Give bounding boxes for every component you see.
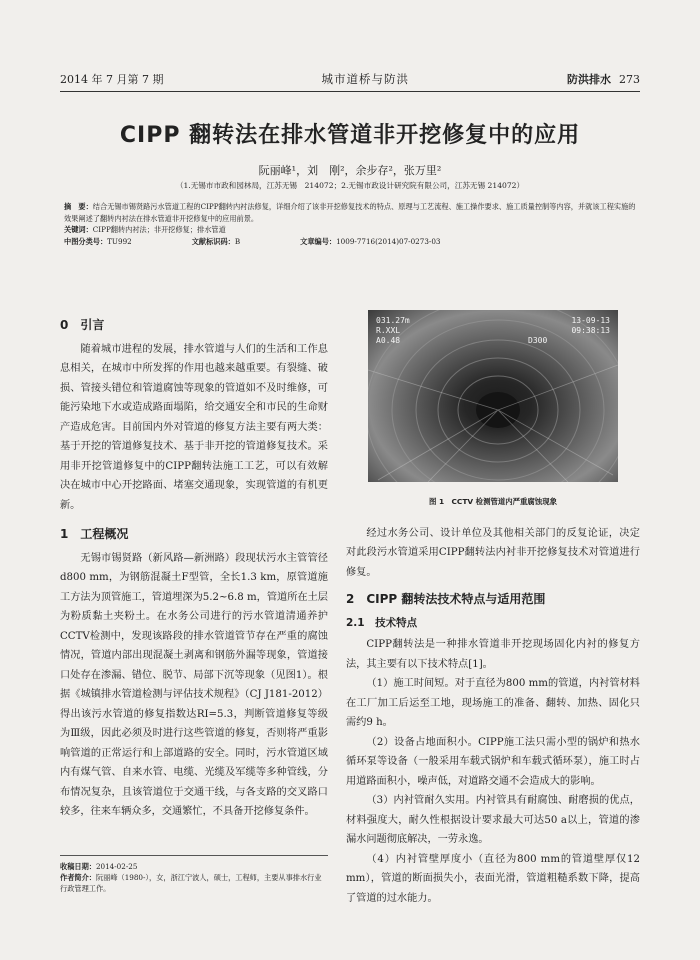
osd-right [571, 316, 610, 336]
osd-distance: 031.27m [376, 316, 410, 325]
affiliations: （1.无锡市市政和园林局，江苏无锡 214072；2.无锡市政设计研究院有限公司，江苏无锡 214072） [175, 181, 525, 190]
article-no [300, 236, 440, 248]
received-label: 收稿日期： [60, 862, 96, 871]
journal-name: 城市道桥与防洪 [321, 72, 409, 86]
keywords [64, 224, 640, 236]
cctv-figure [368, 310, 618, 482]
page-number: 273 [618, 73, 640, 86]
section-0-heading: 0 引言 [60, 318, 105, 332]
paper-title: CIPP 翻转法在排水管道非开挖修复中的应用 [119, 123, 581, 148]
section-2-heading: 2 CIPP 翻转法技术特点与适用范围 [346, 592, 546, 606]
section-0-paragraph: 随着城市进程的发展，排水管道与人们的生活和工作息息相关，在城市中所发挥的作用也越来越重要。有裂缝、破损、管接头错位和管道腐蚀等现象的管道如不及时维修，可能污染地下水或造成路面塌陷，给交通安全和市民的生命财产造成危害。目前国内外对管道的修复方法主要有两大类：基于开挖的管道修复技术、基于非开挖的管道修复技术。采用非开挖管道修复中的CIPP翻转法施工工艺，可以有效解决在城市中心开挖路面、堵塞交通现象，实现管道的有机更新。 [60, 343, 328, 511]
article-no-value: 1009-7716(2014)07-0273-03 [336, 236, 441, 246]
clc-value: TU992 [107, 236, 132, 246]
feature-item-1: （1）施工时间短。对于直径为800 mm的管道，内衬管材料在工厂加工后运至工地，现场施工的准备、翻转、加热、固化只需约9 h。 [346, 678, 640, 728]
abstract-label: 摘 要： [64, 202, 93, 211]
author-bio-text: 阮丽峰（1980-），女，浙江宁波人，硕士，工程师，主要从事排水行业行政管理工作。 [60, 873, 322, 893]
left-column [60, 310, 328, 822]
abstract [64, 201, 640, 224]
clc [64, 236, 132, 248]
issue-label: 2014 年 7 月第 7 期 [60, 73, 164, 86]
doc-code [192, 236, 240, 248]
section-2-1-heading: 2.1 技术特点 [346, 616, 418, 629]
right-column [346, 310, 640, 908]
classification-row [64, 236, 640, 248]
abstract-text: 结合无锡市锡贤路污水管道工程的CIPP翻转内衬法修复，详细介绍了该非开挖修复技术的特点、原理与工艺流程、施工操作要求、施工质量控制等内容，并就该工程实施的效果阐述了翻转内衬法在排水管道非开挖修复中的应用前景。 [64, 202, 636, 223]
keywords-label: 关键词： [64, 225, 93, 234]
received-date [60, 861, 328, 872]
clc-label: 中图分类号： [64, 236, 108, 246]
feature-item-3: （3）内衬管耐久实用。内衬管具有耐腐蚀、耐磨损的优点，材料强度大，耐久性根据设计要求最大可达50 a以上，管道的渗漏水问题彻底解决，一劳永逸。 [346, 795, 640, 845]
footnote [60, 855, 328, 894]
osd-angle: A0.48 [376, 336, 401, 345]
doc-code-value: B [234, 236, 241, 246]
doc-code-label: 文献标识码： [191, 236, 235, 246]
abstract-block [64, 201, 640, 247]
author-bio [60, 872, 328, 894]
author-list: 阮丽峰¹，刘 刚²，余步存²，张万里² [258, 164, 442, 177]
keywords-text: CIPP翻转内衬法；非开挖修复；排水管道 [92, 225, 226, 234]
section-1-paragraph: 无锡市锡贤路（新风路—新洲路）段现状污水主管管径d800 mm，为钢筋混凝土F型管，全长1.3 km，原管道施工方法为顶管施工，管道埋深为5.2~6.8 m，管道所在土层为粉质黏土夹粉土。在水务公司进行的污水管道清通养护CCTV检测中，发现该路段的排水管道管节存在严重的腐蚀情况，管道内部出现混凝土剥离和钢筋外漏等现象，管道接口处存在渗漏、错位、脱节、局部下沉等现象（见图1）。根据《城镇排水管道检测与评估技术规程》（CJ J181-2012）得出该污水管道的修复指数达RI=5.3，判断管道修复等级为Ⅲ级，因此必须及时进行这些管道的修复，否则将严重影响管道的正常运行和上部道路的安全。同时，污水管道区域内有煤气管、自来水管、电缆、光缆及军缆等多种管线，分布情况复杂，且该管道位于交通干线，与各支路的交叉路口较多，往来车辆众多，交通繁忙，不具备开挖修复条件。 [60, 552, 328, 817]
received-value: 2014-02-25 [95, 862, 138, 871]
section-1-heading: 1 工程概况 [60, 527, 129, 541]
osd-date: 13-09-13 [571, 316, 610, 325]
article-no-label: 文章编号： [300, 236, 337, 246]
section-page [567, 71, 640, 87]
author-bio-label: 作者简介： [60, 873, 96, 882]
section-name: 防洪排水 [566, 73, 611, 86]
running-header [60, 70, 640, 92]
feature-item-2: （2）设备占地面积小。CIPP施工法只需小型的锅炉和热水循环泵等设备（一般采用车载式锅炉和车载式循环泵），施工时占用道路面积小，噪声低，对道路交通不会造成大的影响。 [346, 736, 640, 787]
osd-time: 09:38:13 [571, 326, 610, 335]
osd-diameter: D300 [528, 336, 548, 345]
section-2-1-intro: CIPP翻转法是一种排水管道非开挖现场固化内衬的修复方法，其主要有以下技术特点[1]。 [346, 639, 640, 670]
figure-caption: 图 1 CCTV 检测管道内严重腐蚀现象 [429, 497, 557, 506]
feature-item-4: （4）内衬管壁厚度小（直径为800 mm的管道壁厚仅12 mm），管道的断面损失小，表面光滑，管道粗糙系数下降，提高了管道的过水能力。 [346, 853, 640, 904]
osd-code: R.XXL [376, 326, 401, 335]
paragraph-after-figure: 经过水务公司、设计单位及其他相关部门的反复论证，决定对此段污水管道采用CIPP翻转法内衬非开挖修复技术对管道进行修复。 [346, 527, 640, 578]
osd-left [376, 316, 410, 346]
